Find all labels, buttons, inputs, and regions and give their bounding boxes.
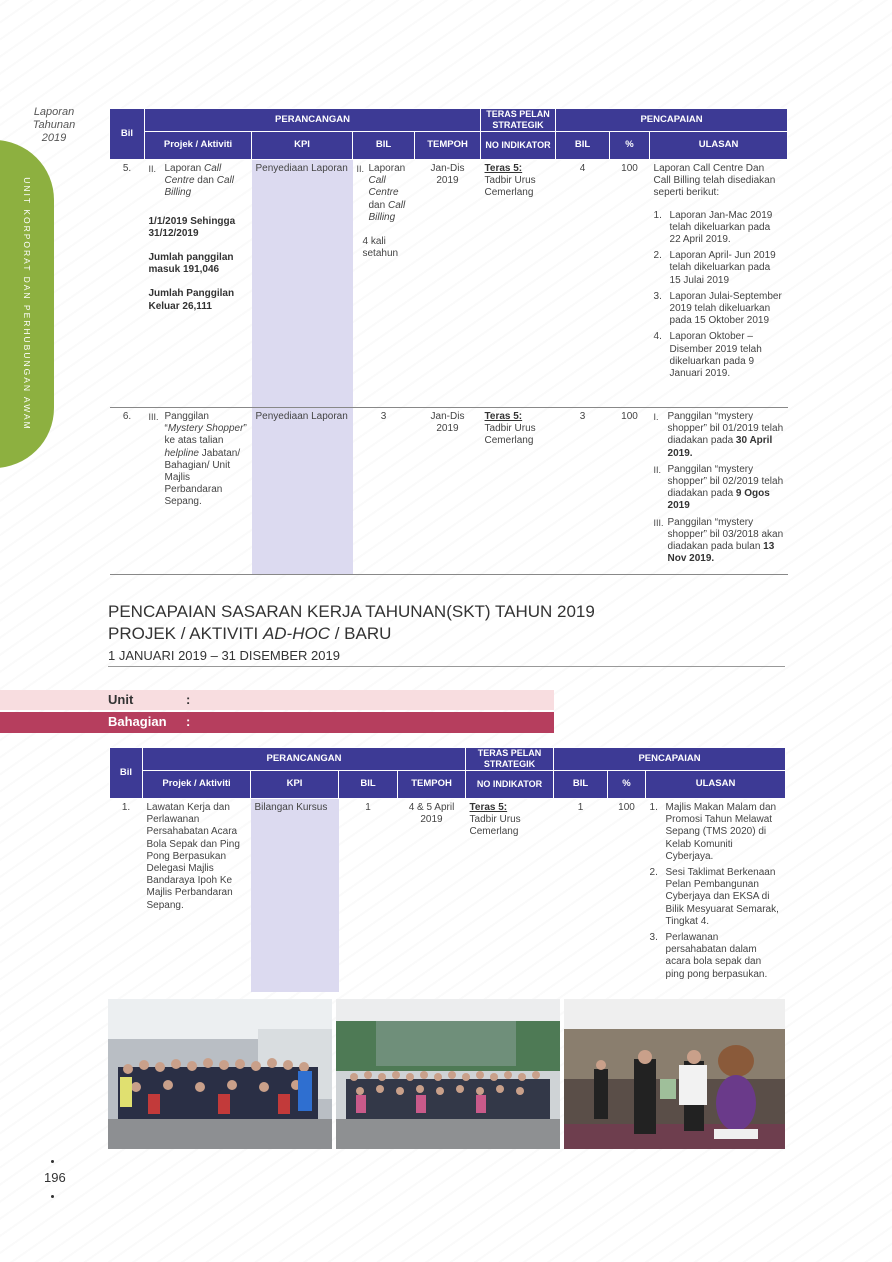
row5-bil: 5. <box>122 163 132 174</box>
list-item-text: Panggilan “mystery shopper” bil 02/2019 telah diadakan pada <box>667 463 784 500</box>
th-pct: % <box>610 132 650 160</box>
table-row <box>110 408 788 575</box>
row6-projek-c: ” ke atas talian <box>164 423 247 447</box>
row6-capai-bil: 3 <box>579 411 586 422</box>
list-item-num: 2. <box>653 250 662 262</box>
section-date-range: 1 JANUARI 2019 – 31 DISEMBER 2019 <box>108 648 340 663</box>
photo-3 <box>564 999 785 1149</box>
th2-pencapaian: PENCAPAIAN <box>554 748 786 771</box>
row5-num: II. <box>148 164 157 174</box>
t2-row1-kpi: Bilangan Kursus <box>251 799 339 992</box>
th-no-indikator: NO INDIKATOR <box>481 132 556 160</box>
list-item-bold: 9 Ogos 2019 <box>667 488 770 512</box>
list-item-num: 1. <box>653 209 662 221</box>
list-item <box>654 411 784 460</box>
list-item <box>650 932 782 981</box>
t2-row1-ulasan <box>646 799 786 992</box>
unit-bar <box>0 690 554 710</box>
list-item <box>654 331 784 380</box>
photo-2 <box>336 999 560 1149</box>
list-item <box>654 210 784 247</box>
row6-teras-desc: Tadbir Urus Cemerlang <box>484 423 536 447</box>
photo-3-image <box>564 999 785 1149</box>
th-projek: Projek / Aktiviti <box>145 132 252 160</box>
row5-capai-pct: 100 <box>621 163 638 174</box>
list-item-num: 3. <box>653 290 662 302</box>
list-item-text: Panggilan “mystery shopper” bil 03/2018 akan diadakan pada bulan <box>667 516 784 553</box>
t2-ulasan-list <box>650 802 782 981</box>
table-row <box>110 160 788 408</box>
list-item <box>654 291 784 328</box>
row5-outgoing: Jumlah Panggilan Keluar 26,111 <box>148 288 235 312</box>
th-bil2: BIL <box>353 132 415 160</box>
page-dot-top <box>51 1160 54 1163</box>
unit-label: Unit <box>108 692 134 707</box>
report-title-line2: Tahunan <box>32 119 76 131</box>
table-2 <box>109 747 786 992</box>
row5-projek-b: Call Centre <box>164 163 222 187</box>
row5-bil-num: II. <box>356 164 365 174</box>
row6-ulasan <box>650 408 788 575</box>
section-title-2a: PROJEK / AKTIVITI <box>108 624 263 643</box>
unit-colon: : <box>186 692 191 707</box>
row6-num: III. <box>148 412 159 422</box>
row6-projek-b: Mystery Shopper <box>167 423 244 435</box>
row6-projek-a: Panggilan “ <box>164 411 209 435</box>
list-item <box>654 464 784 513</box>
row5-projek-a: Laporan <box>164 163 204 174</box>
side-vertical-text: UNIT KORPORAT DAN PERHUBUNGAN AWAM <box>22 177 32 431</box>
row5-teras-desc: Tadbir Urus Cemerlang <box>484 175 536 199</box>
t2-row1-bil-plan: 1 <box>365 802 371 813</box>
th2-tempoh: TEMPOH <box>398 771 466 799</box>
row5-teras-title: Teras 5: <box>484 163 523 174</box>
th2-perancangan: PERANCANGAN <box>143 748 466 771</box>
report-title-line1: Laporan <box>33 106 75 118</box>
list-item-text: Laporan Oktober – Disember 2019 telah dikeluarkan pada 9 Januari 2019. <box>669 331 762 380</box>
t2-row1-teras-desc: Tadbir Urus Cemerlang <box>469 814 521 838</box>
list-item <box>654 517 784 566</box>
photo-1-image <box>108 999 332 1149</box>
section-title-2 <box>108 624 391 644</box>
row5-ulasan <box>650 160 788 408</box>
th-ulasan: ULASAN <box>650 132 788 160</box>
bahagian-bar <box>0 712 554 733</box>
row6-projek-d: helpline <box>164 447 199 459</box>
row6-teras-title: Teras 5: <box>484 411 523 422</box>
row6-projek <box>145 408 252 575</box>
row5-projek <box>145 160 252 408</box>
list-item-text: Laporan Jan-Mac 2019 telah dikeluarkan pada 22 April 2019. <box>669 209 773 246</box>
table-1 <box>109 108 788 575</box>
list-item-text: Sesi Taklimat Berkenaan Pelan Pembangunan Cyberjaya dan EKSA di Bilik Mesyuarat Semarak, Tingkat 4. <box>665 867 779 927</box>
row5-incoming: Jumlah panggilan masuk 191,046 <box>148 252 234 276</box>
row5-tempoh: Jan-Dis 2019 <box>430 163 465 187</box>
t2-row1-teras-title: Teras 5: <box>469 802 508 813</box>
th2-ulasan: ULASAN <box>646 771 786 799</box>
th-kpi: KPI <box>252 132 353 160</box>
section-title-2c: / BARU <box>330 624 392 643</box>
photo-2-image <box>336 999 560 1149</box>
photo-1 <box>108 999 332 1149</box>
row5-teras <box>481 160 556 408</box>
row5-projek-d: Call Billing <box>164 175 234 199</box>
row5-ulasan-list <box>654 210 784 381</box>
th2-no-indikator: NO INDIKATOR <box>466 771 554 799</box>
row6-teras <box>481 408 556 575</box>
th2-pct: % <box>608 771 646 799</box>
t2-row1-capai-bil: 1 <box>577 802 584 813</box>
th-teras: TERAS PELAN STRATEGIK <box>481 109 556 132</box>
th2-bil: Bil <box>110 748 143 799</box>
list-item <box>650 802 782 863</box>
row5-bil-c: dan <box>368 199 386 211</box>
list-item-text: Perlawanan persahabatan dalam acara bola sepak dan ping pong berpasukan. <box>665 932 768 980</box>
t2-row1-tempoh: 4 & 5 April 2019 <box>408 802 455 826</box>
row5-ulasan-intro: Laporan Call Centre Dan Call Billing telah disediakan seperti berikut: <box>653 163 776 199</box>
row5-kpi: Penyediaan Laporan <box>252 160 353 408</box>
row5-period: 1/1/2019 Sehingga 31/12/2019 <box>148 215 236 239</box>
row6-kpi: Penyediaan Laporan <box>252 408 353 575</box>
row6-projek-e: Jabatan/ Bahagian/ Unit Majlis Perbandaran Sepang. <box>164 447 241 508</box>
list-item-text: Majlis Makan Malam dan Promosi Tahun Melawat Sepang (TMS 2020) di Kelab Komuniti Cyberjaya. <box>665 802 777 862</box>
list-item-bold: 13 Nov 2019. <box>667 541 775 565</box>
list-item-num: 2. <box>649 867 658 879</box>
list-item-num: III. <box>653 517 664 528</box>
th-bil: Bil <box>110 109 145 160</box>
page-number: 196 <box>44 1170 66 1185</box>
bahagian-label: Bahagian <box>108 714 167 729</box>
list-item-num: 4. <box>653 331 662 343</box>
th2-bil3: BIL <box>554 771 608 799</box>
th2-teras: TERAS PELAN STRATEGIK <box>466 748 554 771</box>
th-tempoh: TEMPOH <box>415 132 481 160</box>
list-item-text: Panggilan “mystery shopper” bil 01/2019 telah diadakan pada <box>667 411 784 447</box>
t2-row1-projek: Lawatan Kerja dan Perlawanan Persahabatan Acara Bola Sepak dan Ping Pong Berpasukan Delegasi Majlis Bandaraya Ipoh Ke Majlis Perbandaran Sepang. <box>146 802 240 911</box>
row5-bil-plan <box>353 160 415 408</box>
section-title-1: PENCAPAIAN SASARAN KERJA TAHUNAN(SKT) TAHUN 2019 <box>108 602 595 621</box>
t2-row1-teras <box>466 799 554 992</box>
th-pencapaian: PENCAPAIAN <box>556 109 788 132</box>
th2-projek: Projek / Aktiviti <box>143 771 251 799</box>
list-item-num: 1. <box>649 802 658 813</box>
t2-row1-capai-pct: 100 <box>618 802 635 813</box>
row6-bil-plan: 3 <box>380 411 387 422</box>
row5-bil-d: Call Billing <box>368 199 406 223</box>
row5-capai-bil: 4 <box>579 163 586 174</box>
list-item-text: Laporan April- Jun 2019 telah dikeluarkan pada 15 Julai 2019 <box>669 250 776 286</box>
section-divider <box>108 666 785 667</box>
th2-bil2: BIL <box>339 771 398 799</box>
row6-capai-pct: 100 <box>621 411 638 422</box>
th-bil3: BIL <box>556 132 610 160</box>
row5-bil-a: Laporan <box>368 163 406 174</box>
list-item <box>654 250 784 287</box>
bahagian-colon: : <box>186 714 191 729</box>
row6-ulasan-list <box>654 411 784 565</box>
side-vertical-label <box>0 140 54 468</box>
page-dot-bottom <box>51 1195 54 1198</box>
list-item-num: II. <box>653 464 662 475</box>
row5-projek-c: dan <box>194 175 217 187</box>
th2-kpi: KPI <box>251 771 339 799</box>
list-item-num: I. <box>653 412 659 422</box>
t2-row1-bil: 1. <box>121 802 131 813</box>
row5-bil-b: Call Centre <box>368 175 399 199</box>
list-item <box>650 867 782 928</box>
report-year: 2019 <box>41 132 67 144</box>
table-row <box>110 799 786 992</box>
row6-bil: 6. <box>122 411 132 422</box>
list-item-bold: 30 April 2019. <box>667 435 773 459</box>
th-perancangan: PERANCANGAN <box>145 109 481 132</box>
list-item-text: Laporan Julai-September 2019 telah dikeluarkan pada 15 Oktober 2019 <box>669 290 782 327</box>
section-title-2b: AD-HOC <box>262 624 330 643</box>
list-item-num: 3. <box>649 932 658 944</box>
row5-bil-e: 4 kali setahun <box>362 236 399 260</box>
row6-tempoh: Jan-Dis 2019 <box>430 411 465 435</box>
